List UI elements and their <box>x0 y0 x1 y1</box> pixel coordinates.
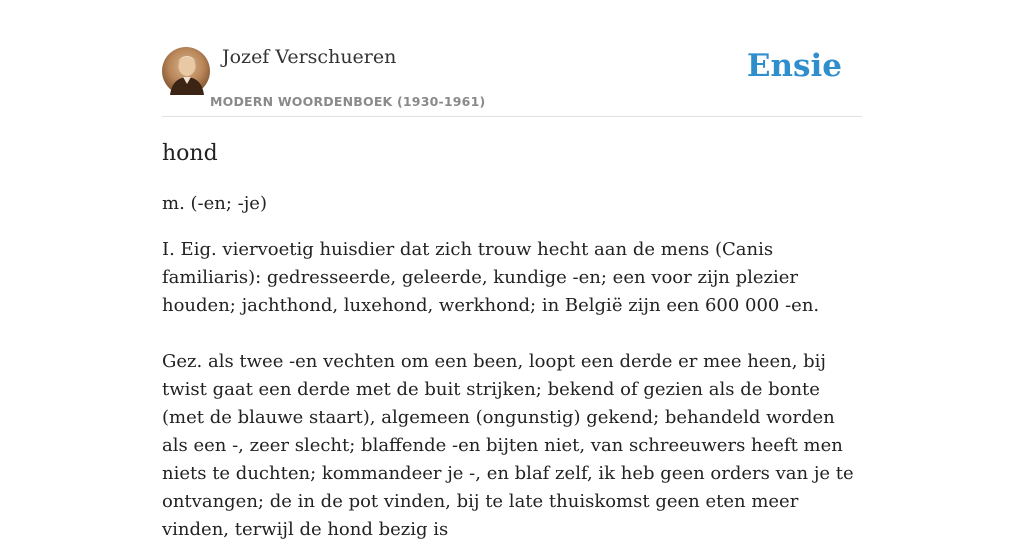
entry-content <box>162 138 862 544</box>
entry-header <box>162 46 862 117</box>
grammar-info: m. (-en; -je) <box>162 193 267 214</box>
avatar[interactable] <box>162 47 210 95</box>
brand-logo[interactable]: Ensie <box>746 48 842 84</box>
definition-paragraph: Gez. als twee -en vechten om een been, loopt een derde er mee heen, bij twist gaat een derde met de buit strijken; bekend of gezien als de bonte (met de blauwe staart), algemeen (ongunstig) gekend; behandeld worden als een -, zeer slecht; blaffende -en bijten niet, van schreeuwers heeft men niets te duchten; kommandeer je -, en blaf zelf, ik heb geen orders van je te ontvangen; de in de pot vinden, bij te late thuiskomst geen eten meer vinden, terwijl de hond bezig is <box>162 351 854 540</box>
headword: hond <box>162 141 218 166</box>
definition-paragraph: I. Eig. viervoetig huisdier dat zich trouw hecht aan de mens (Canis familiaris): gedresseerde, geleerde, kundige -en; een voor zijn plezier houden; jachthond, luxehond, werkhond; in België zijn een 600 000 -en. <box>162 239 820 316</box>
author-name[interactable]: Jozef Verschueren <box>222 46 397 68</box>
author-portrait-icon <box>162 47 210 95</box>
source-dictionary[interactable]: MODERN WOORDENBOEK (1930-1961) <box>210 94 486 109</box>
